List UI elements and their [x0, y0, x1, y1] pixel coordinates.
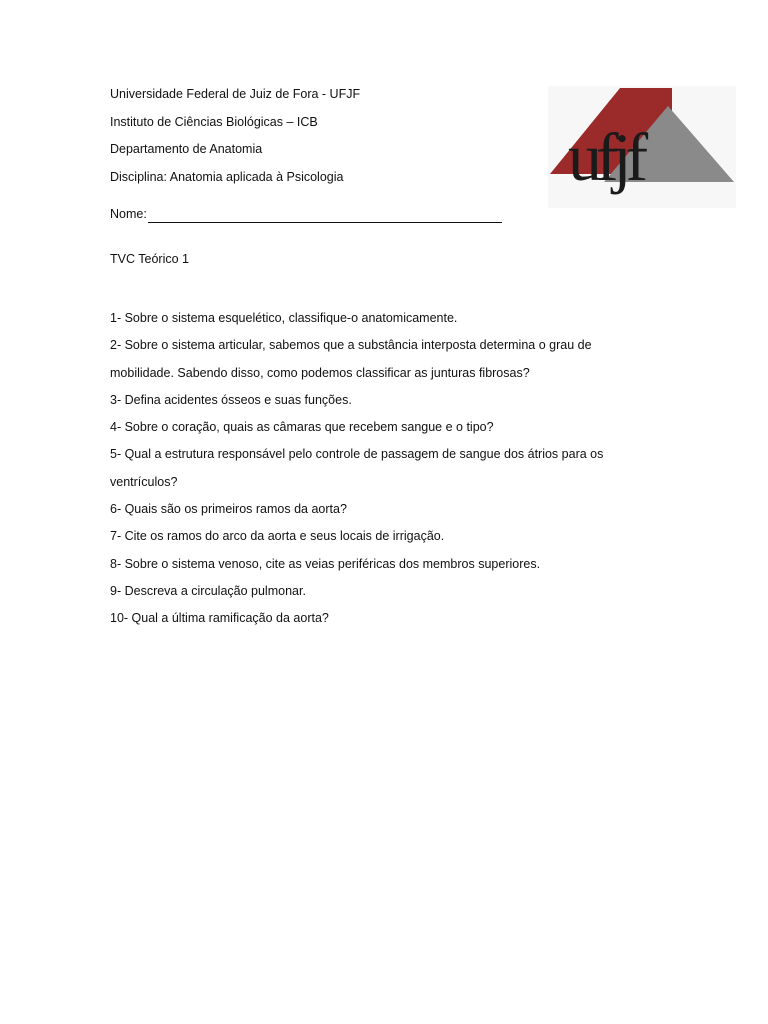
- department-name: Departamento de Anatomia: [110, 142, 263, 156]
- question-item: 1- Sobre o sistema esquelético, classifique-o anatomicamente.: [110, 311, 458, 325]
- ufjf-logo: [548, 86, 736, 208]
- test-title: TVC Teórico 1: [110, 252, 189, 266]
- question-item: 7- Cite os ramos do arco da aorta e seus locais de irrigação.: [110, 529, 445, 544]
- institute-name: Instituto de Ciências Biológicas – ICB: [110, 114, 318, 129]
- question-item: 2- Sobre o sistema articular, sabemos que a substância interposta determina o grau de mobilidade. Sabendo disso, como podemos classificar as junturas fibrosas?: [110, 338, 592, 380]
- name-label: Nome:: [110, 206, 147, 221]
- question-item: 8- Sobre o sistema venoso, cite as veias periféricas dos membros superiores.: [110, 556, 541, 571]
- discipline-name: Disciplina: Anatomia aplicada à Psicologia: [110, 169, 344, 184]
- question-item: 5- Qual a estrutura responsável pelo controle de passagem de sangue dos átrios para os ventrículos?: [110, 447, 604, 489]
- question-item: 6- Quais são os primeiros ramos da aorta?: [110, 502, 347, 517]
- question-item: 3- Defina acidentes ósseos e suas funções.: [110, 392, 352, 407]
- question-list: [110, 305, 630, 633]
- document-header: [110, 85, 530, 223]
- name-blank-line: [148, 208, 502, 223]
- question-item: 4- Sobre o coração, quais as câmaras que recebem sangue e o tipo?: [110, 420, 494, 435]
- question-item: 9- Descreva a circulação pulmonar.: [110, 583, 306, 598]
- logo-lettering: ufjf: [568, 119, 643, 195]
- question-item: 10- Qual a última ramificação da aorta?: [110, 611, 329, 626]
- university-name: Universidade Federal de Juiz de Fora - UFJF: [110, 87, 361, 101]
- name-field: [110, 195, 530, 223]
